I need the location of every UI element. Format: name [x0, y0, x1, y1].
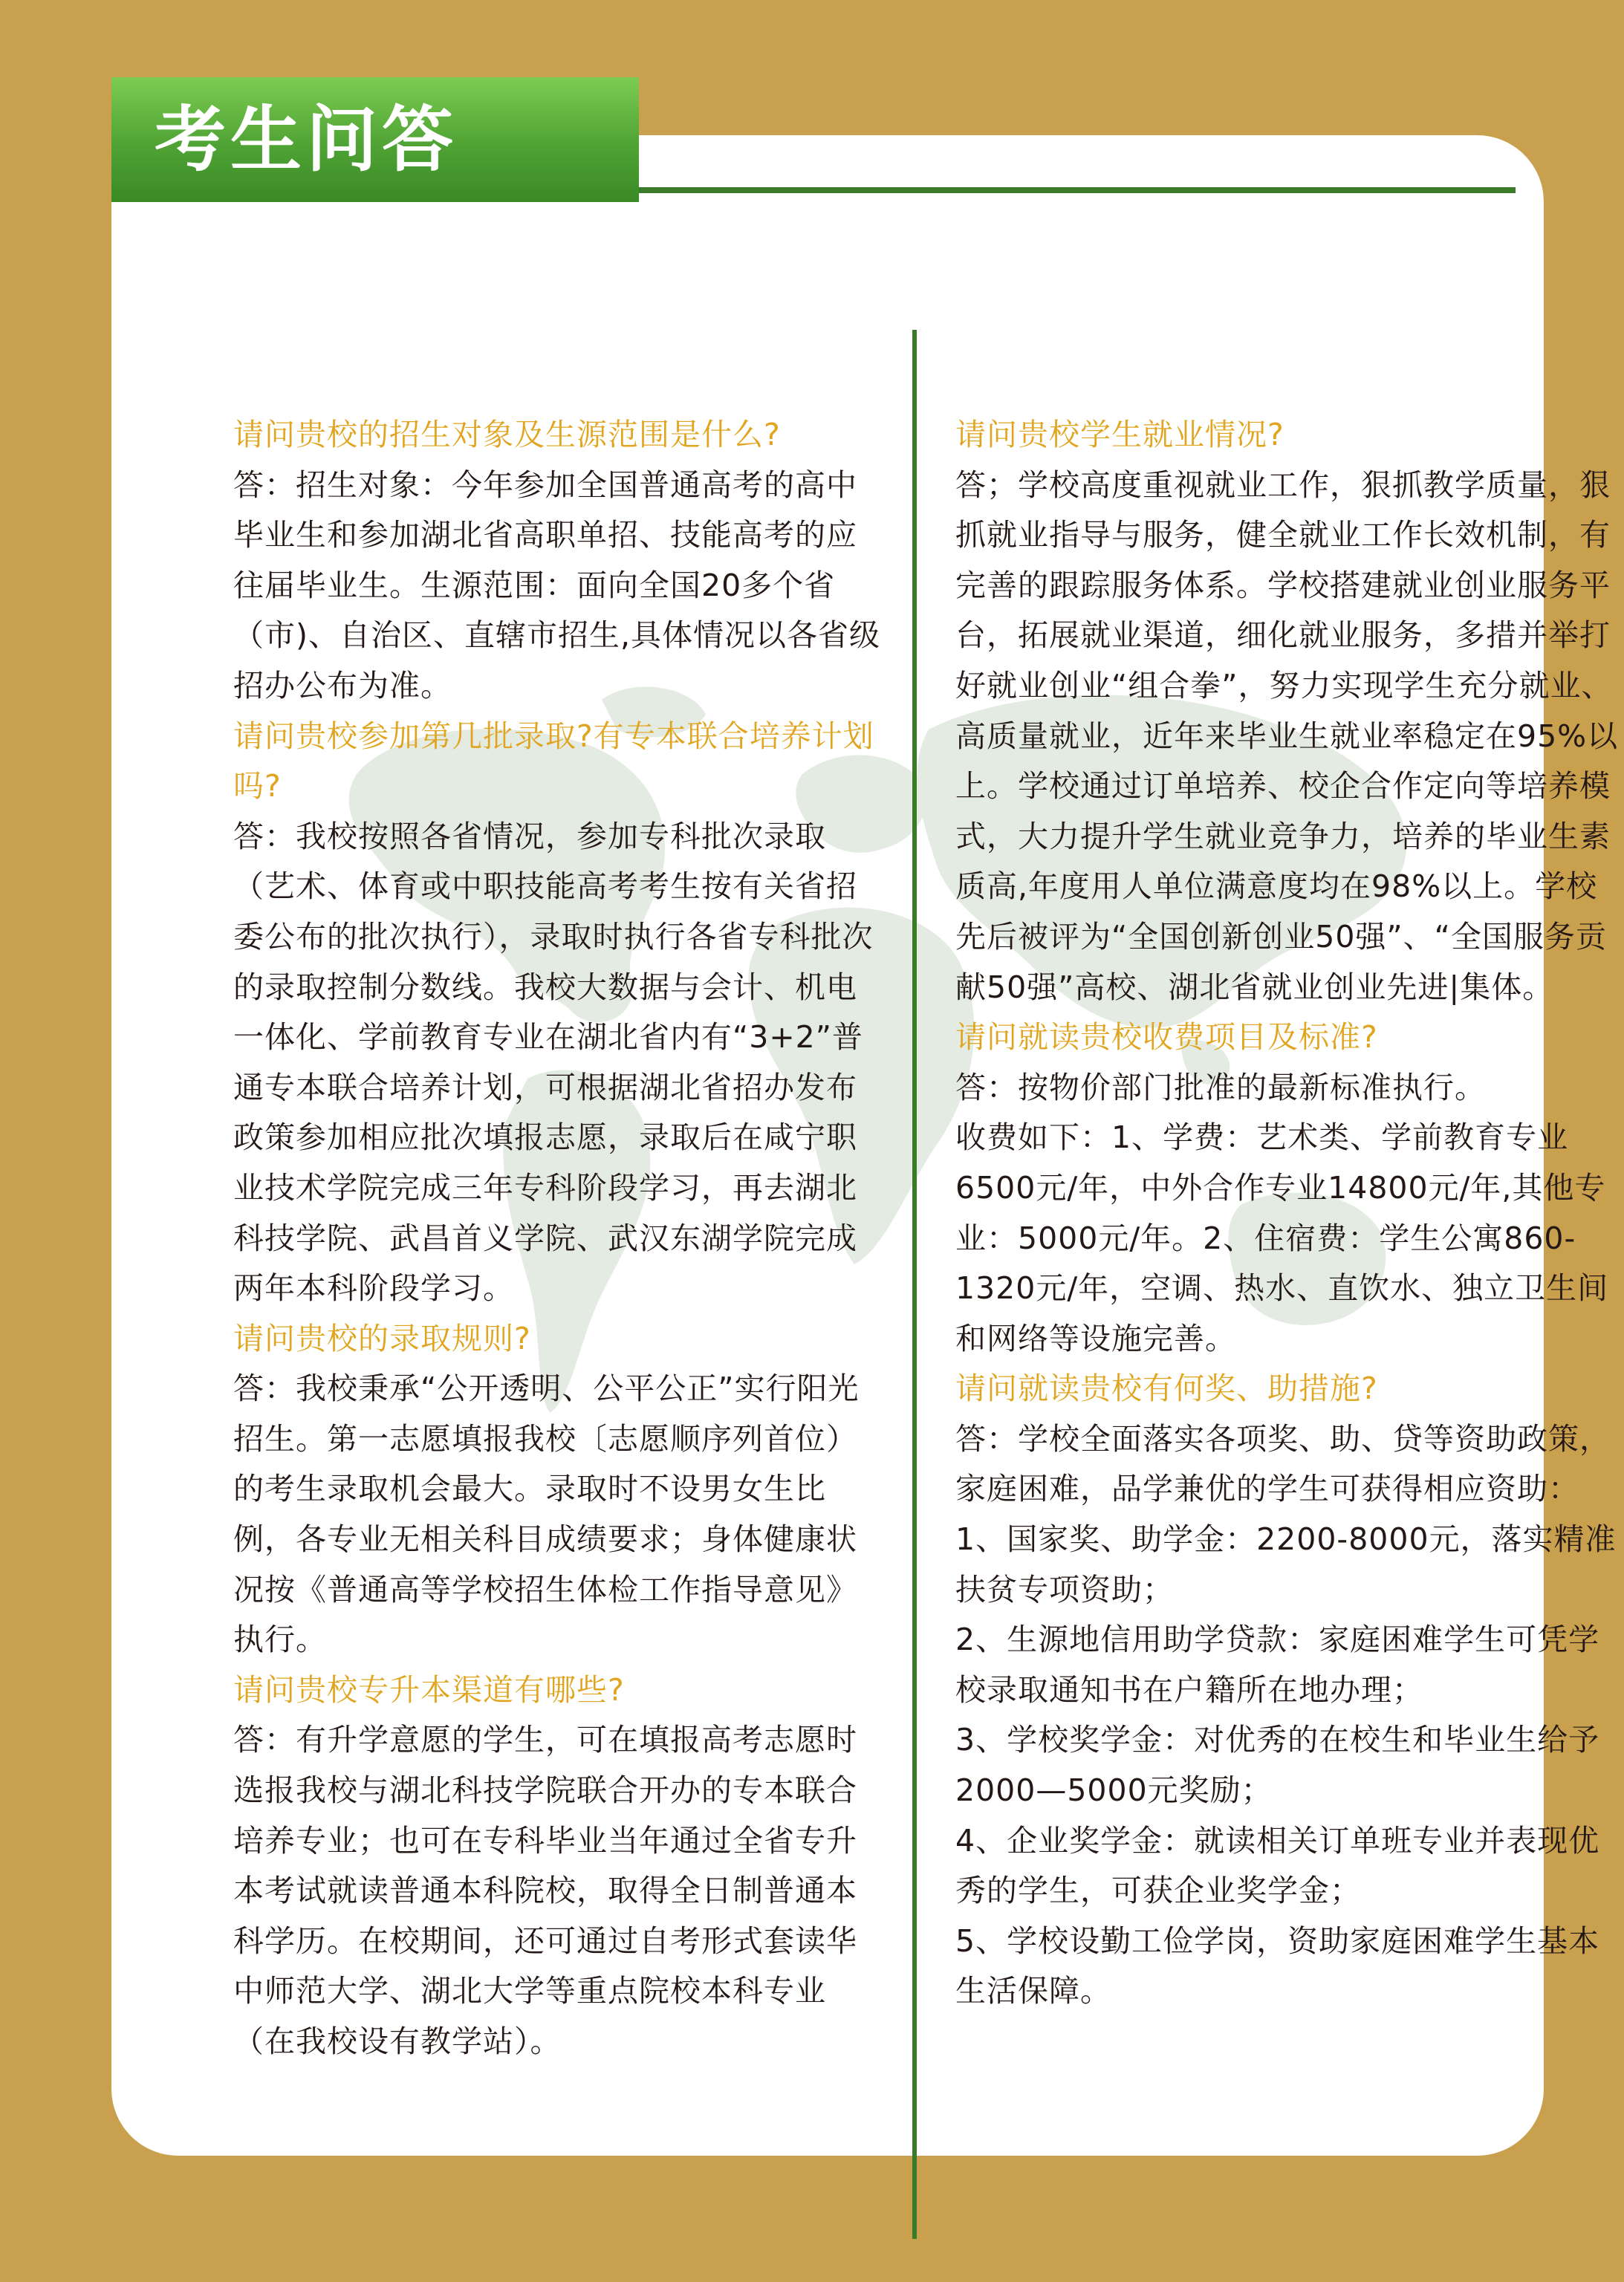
answer-text — [233, 1364, 887, 1665]
question-heading: 请问贵校专升本渠道有哪些? — [233, 1671, 625, 1708]
left-column — [233, 410, 887, 2067]
question-heading: 请问贵校参加第几批录取?有专本联合培养计划吗? — [233, 718, 874, 804]
answer-paragraph: 答；学校高度重视就业工作，狠抓教学质量，狠抓就业指导与服务，健全就业工作长效机制，有完善的跟踪服务体系。学校搭建就业创业服务平台，拓展就业渠道，细化就业服务，多措并举打好就业创业“组合拳”，努力实现学生充分就业、高质量就业，近年来毕业生就业率稳定在95%以上。学校通过订单培养、校企合作定向等培养模式，大力提升学生就业竞争力，培养的毕业生素质高,年度用人单位满意度均在98%以上。学校先后被评为“全国创新创业50强”、“全国服务贡献50强”高校、湖北省就业创业先进|集体。 — [955, 467, 1619, 1005]
answer-paragraph: 答：学校全面落实各项奖、助、贷等资助政策，家庭困难，品学兼优的学生可获得相应资助： — [955, 1420, 1611, 1507]
column-divider — [912, 330, 917, 2239]
qa-item — [955, 410, 1624, 1012]
answer-paragraph: 1、国家奖、助学金：2200-8000元，落实精准扶贫专项资助； — [955, 1521, 1617, 1608]
question-heading: 请问贵校的招生对象及生源范围是什么? — [233, 417, 781, 452]
answer-text — [233, 461, 887, 712]
qa-item — [233, 410, 887, 712]
answer-paragraph: 4、企业奖学金：就读相关订单班专业并表现优秀的学生，可获企业奖学金； — [955, 1822, 1600, 1909]
question-heading: 请问就读贵校收费项目及标准? — [955, 1019, 1378, 1056]
answer-text — [955, 1063, 1624, 1365]
qa-item — [955, 1012, 1624, 1364]
answer-text — [233, 1715, 887, 2067]
answer-paragraph: 5、学校设勤工俭学岗，资助家庭困难学生基本生活保障。 — [955, 1922, 1600, 2009]
title-banner — [111, 77, 639, 202]
answer-paragraph: 答：我校秉承“公开透明、公平公正”实行阳光招生。第一志愿填报我校〔志愿顺序列首位）的考生录取机会最大。录取时不设男女生比例，各专业无相关科目成绩要求；身体健康状况按《普通高等学校招生体检工作指导意见》执行。 — [233, 1371, 860, 1658]
answer-text — [955, 461, 1624, 1013]
content-card — [111, 135, 1619, 2156]
question-heading: 请问贵校学生就业情况? — [955, 417, 1284, 452]
qa-item — [233, 712, 887, 1314]
answer-paragraph: 答：按物价部门批准的最新标准执行。 — [955, 1069, 1486, 1105]
answer-paragraph: 3、学校奖学金：对优秀的在校生和毕业生给予2000—5000元奖励； — [955, 1722, 1600, 1809]
header-rule — [631, 187, 1516, 193]
qa-item — [233, 1314, 887, 1665]
answer-paragraph: 答：招生对象：今年参加全国普通高考的高中毕业生和参加湖北省高职单招、技能高考的应往届毕业生。生源范围：面向全国20多个省（市)、自治区、直辖市招生,具体情况以各省级招办公布为准。 — [233, 467, 881, 703]
answer-text — [233, 812, 887, 1314]
answer-paragraph: 答：我校按照各省情况，参加专科批次录取（艺术、体育或中职技能高考考生按有关省招委公布的批次执行），录取时执行各省专科批次的录取控制分数线。我校大数据与会计、机电一体化、学前教育专业在湖北省内有“3+2”普通专本联合培养计划，可根据湖北省招办发布政策参加相应批次填报志愿，录取后在咸宁职业技术学院完成三年专科阶段学习，再去湖北科技学院、武昌首义学院、武汉东湖学院完成两年本科阶段学习。 — [233, 818, 874, 1307]
question-heading: 请问贵校的录取规则? — [233, 1320, 531, 1356]
answer-paragraph: 答：有升学意愿的学生，可在填报高考志愿时选报我校与湖北科技学院联合开办的专本联合培养专业；也可在专科毕业当年通过全省专升本考试就读普通本科院校，取得全日制普通本科学历。在校期间，还可通过自考形式套读华中师范大学、湖北大学等重点院校本科专业（在我校设有教学站）。 — [233, 1722, 857, 2059]
answer-paragraph: 收费如下：1、学费：艺术类、学前教育专业6500元/年，中外合作专业14800元/年,其他专业：5000元/年。2、住宿费：学生公寓860-1320元/年，空调、热水、直饮水、独立卫生间和网络等设施完善。 — [955, 1119, 1609, 1356]
answer-text — [955, 1414, 1624, 2017]
qa-item — [955, 1364, 1624, 2017]
qa-item — [233, 1665, 887, 2067]
right-column — [955, 410, 1624, 2017]
answer-paragraph: 2、生源地信用助学贷款：家庭困难学生可凭学校录取通知书在户籍所在地办理； — [955, 1622, 1600, 1708]
question-heading: 请问就读贵校有何奖、助措施? — [955, 1371, 1378, 1407]
page-title: 考生问答 — [155, 98, 458, 181]
